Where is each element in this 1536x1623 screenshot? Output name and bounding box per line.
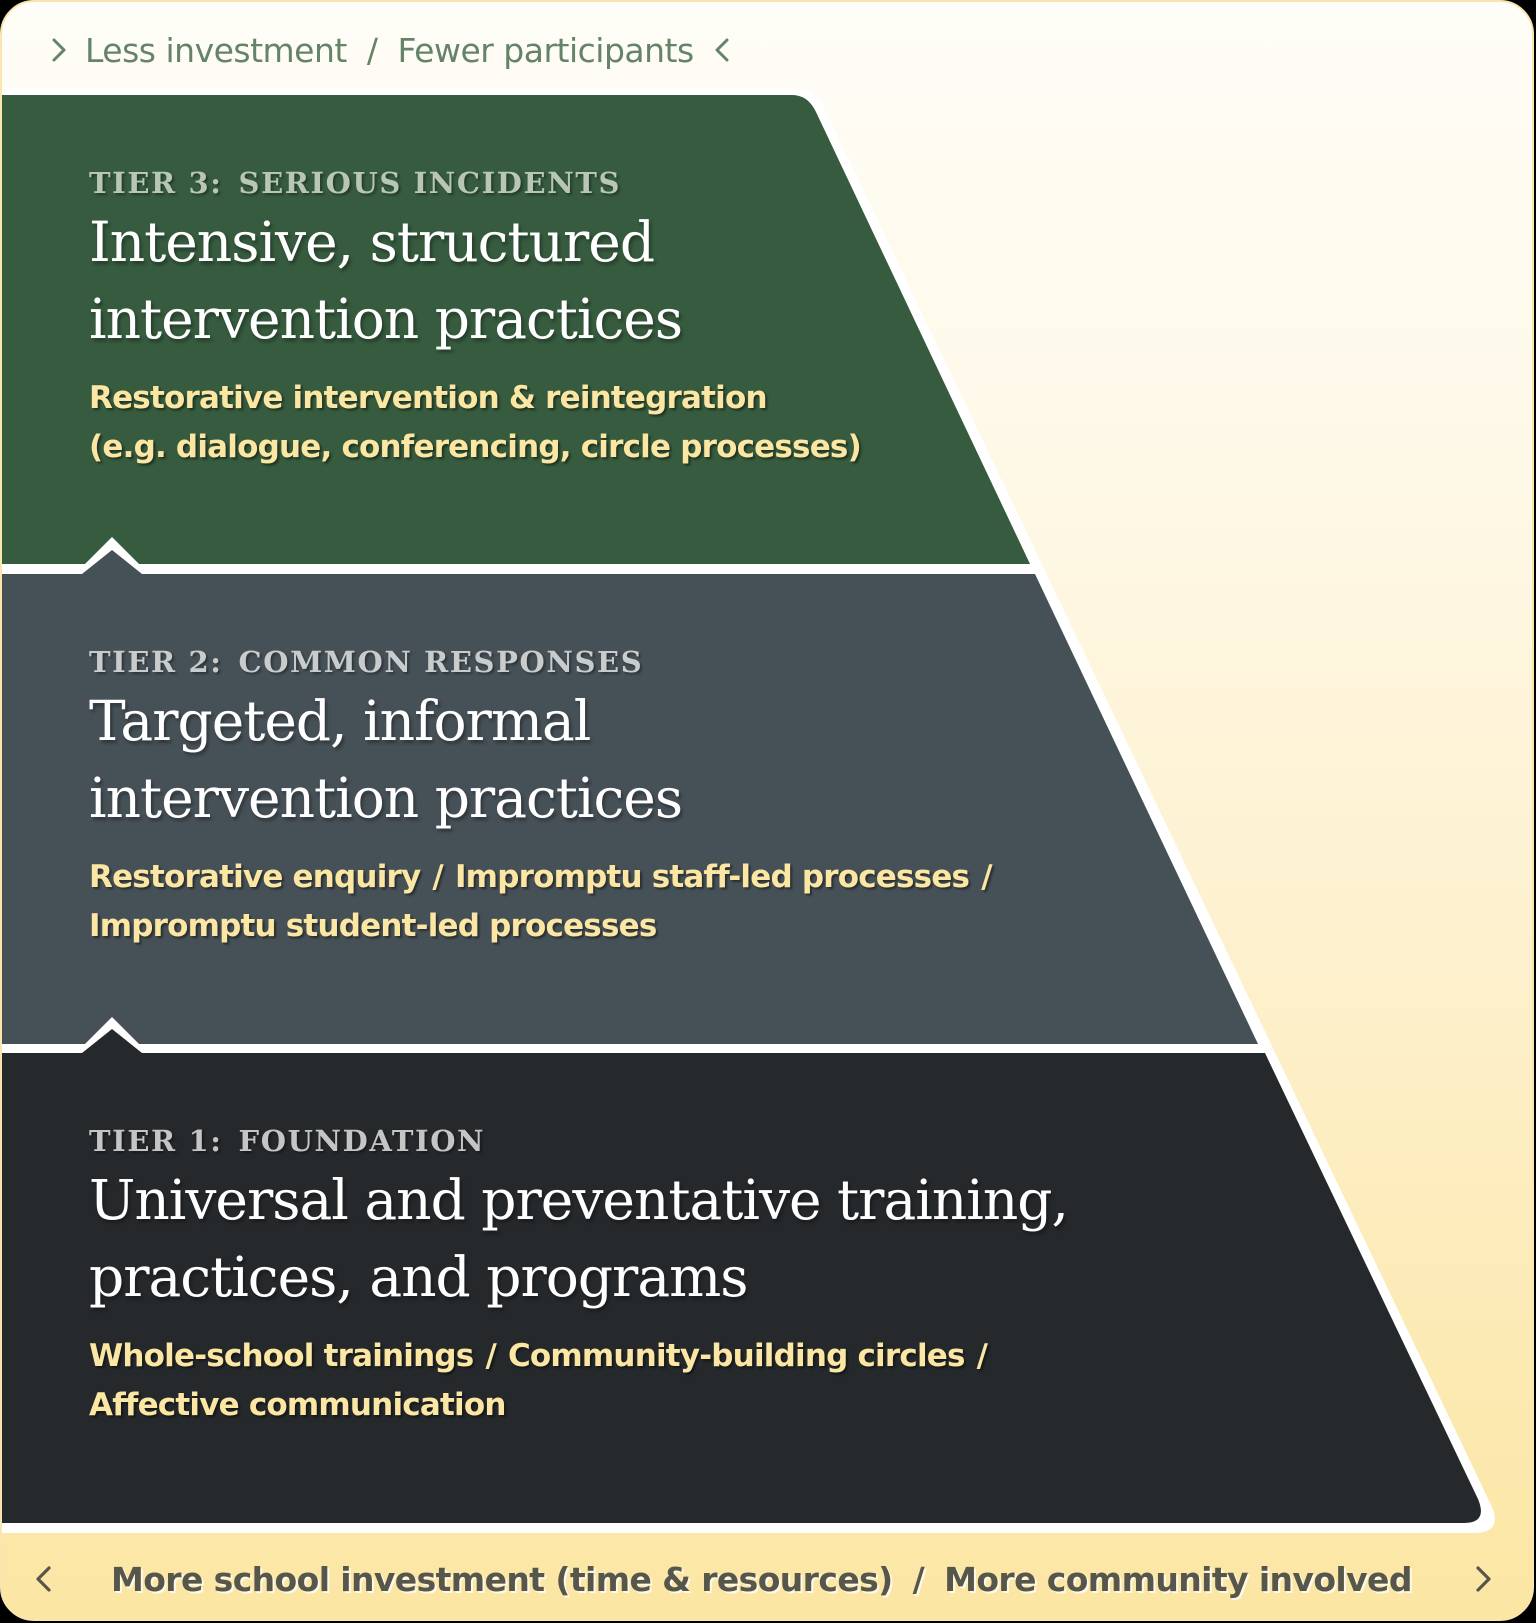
detail-separator: / bbox=[485, 1338, 496, 1374]
tier-3-headline bbox=[89, 204, 861, 358]
headline-line: practices, and programs bbox=[89, 1245, 748, 1309]
tier-2-number: TIER 2: bbox=[89, 645, 223, 679]
detail-item: Community-building circles bbox=[507, 1338, 965, 1374]
tier-2-label bbox=[89, 645, 1004, 679]
detail-item: Whole-school trainings bbox=[89, 1338, 474, 1374]
detail-line: (e.g. dialogue, conferencing, circle processes) bbox=[89, 429, 861, 465]
detail-item: Impromptu staff-led processes bbox=[454, 859, 970, 895]
headline-line: Universal and preventative training, bbox=[89, 1168, 1068, 1232]
headline-line: intervention practices bbox=[89, 766, 683, 830]
tier-1-name: FOUNDATION bbox=[238, 1124, 486, 1158]
caption-separator: / bbox=[366, 30, 378, 70]
headline-line: Intensive, structured bbox=[89, 210, 655, 274]
tier-3-details bbox=[89, 374, 861, 472]
tier-1-details bbox=[89, 1332, 1068, 1430]
tier-1-number: TIER 1: bbox=[89, 1124, 223, 1158]
headline-line: Targeted, informal bbox=[89, 689, 591, 753]
more-school-investment-label: More school investment (time & resources) bbox=[111, 1559, 893, 1599]
tier-3-number: TIER 3: bbox=[89, 166, 223, 200]
headline-line: intervention practices bbox=[89, 287, 683, 351]
tier-2-content bbox=[89, 645, 1004, 951]
caption-separator: / bbox=[912, 1559, 925, 1599]
arrow-left-icon bbox=[35, 1564, 91, 1594]
tier-2-details bbox=[89, 853, 1004, 951]
tier-3-content bbox=[89, 166, 861, 472]
tier-3-name: SERIOUS INCIDENTS bbox=[238, 166, 622, 200]
tier-2-headline bbox=[89, 683, 1004, 837]
bottom-caption bbox=[35, 1552, 1492, 1606]
detail-item: Affective communication bbox=[89, 1387, 506, 1423]
arrow-right-icon bbox=[1436, 1564, 1492, 1594]
tier-2-name: COMMON RESPONSES bbox=[238, 645, 644, 679]
less-investment-label: Less investment bbox=[85, 30, 347, 70]
detail-separator: / bbox=[432, 859, 443, 895]
detail-separator: / bbox=[981, 859, 992, 895]
tier-1-headline bbox=[89, 1162, 1068, 1316]
fewer-participants-label: Fewer participants bbox=[397, 30, 694, 70]
tier-1-label bbox=[89, 1124, 1068, 1158]
tier-3-label bbox=[89, 166, 861, 200]
detail-item: Impromptu student-led processes bbox=[89, 908, 657, 944]
tier-1-content bbox=[89, 1124, 1068, 1430]
detail-item: Restorative enquiry bbox=[89, 859, 421, 895]
detail-line bbox=[89, 902, 1004, 951]
detail-line bbox=[89, 853, 1004, 902]
detail-separator: / bbox=[976, 1338, 988, 1374]
detail-line bbox=[89, 1332, 1068, 1381]
detail-line: Restorative intervention & reintegration bbox=[89, 380, 767, 416]
more-community-label: More community involved bbox=[944, 1559, 1412, 1599]
detail-line bbox=[89, 1381, 1068, 1430]
